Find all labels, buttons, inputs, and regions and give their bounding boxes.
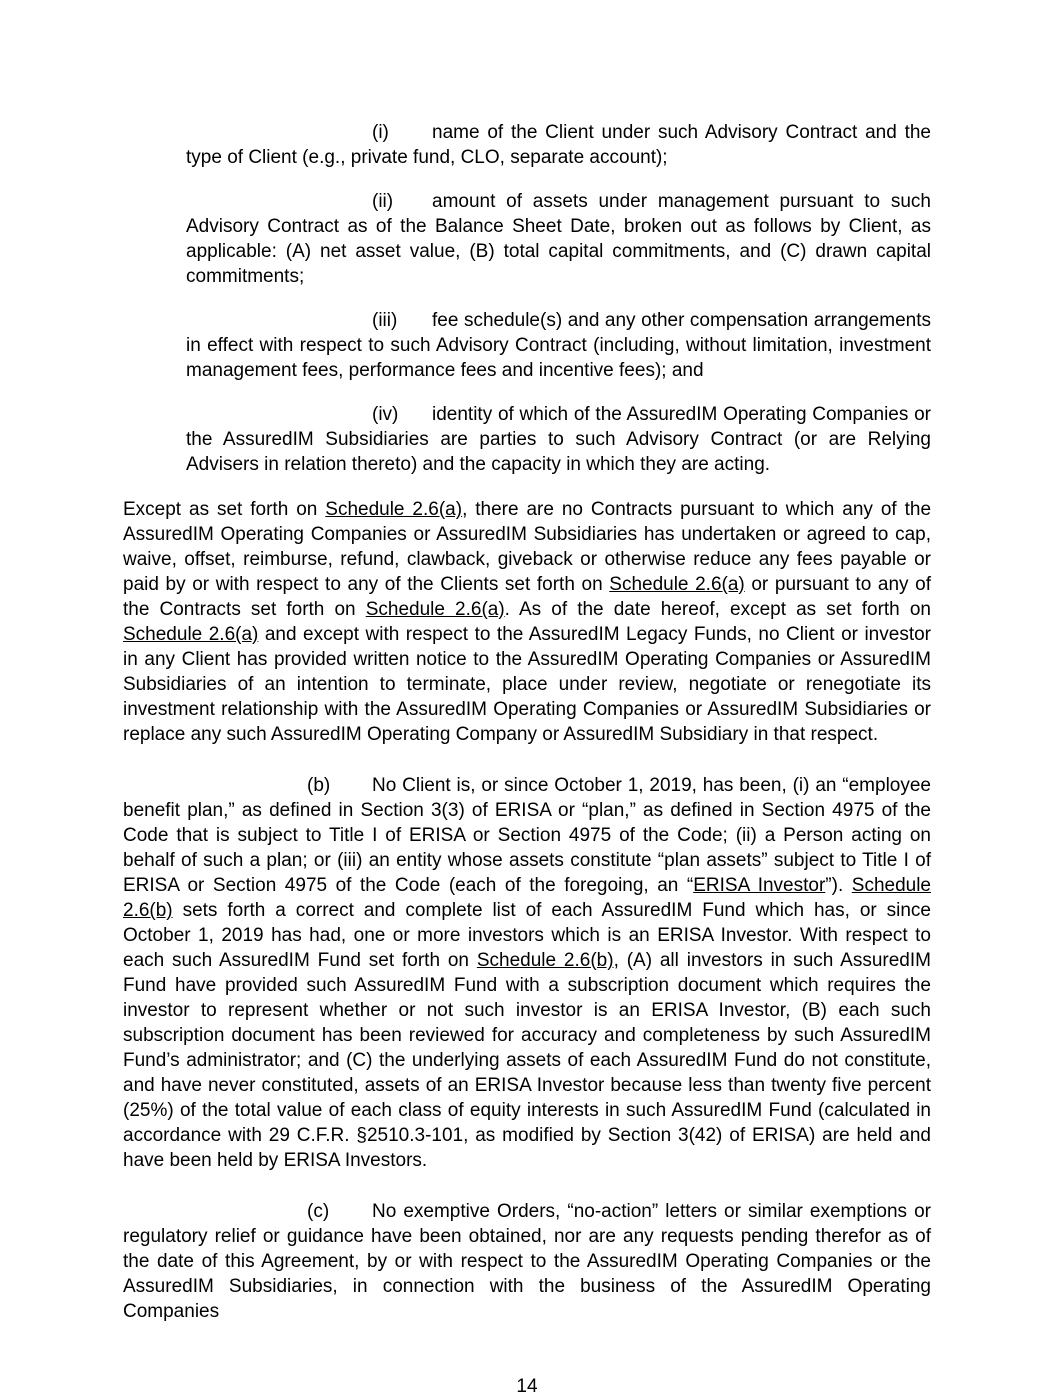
text-run: fee schedule(s) and any other compensation arrangements in effect with respect to such Advisory Contract (including, without limitation, investment management fees, performance fees and incentive fees); and	[186, 310, 931, 381]
underlined-reference: Schedule 2.6(a)	[123, 624, 259, 645]
clause-iii	[186, 308, 931, 383]
text-run: amount of assets under management pursuant to such Advisory Contract as of the Balance Sheet Date, broken out as follows by Client, as applicable: (A) net asset value, (B) total capital commitments, and (C) drawn capital commitments;	[186, 191, 931, 287]
page-number: 14	[516, 1376, 538, 1397]
text-run: No exemptive Orders, “no-action” letters or similar exemptions or regulatory relief or guidance have been obtained, nor are any requests pending therefor as of the date of this Agreement, by or with respect to the AssuredIM Operating Companies or the AssuredIM Subsidiaries, in connection with the business of the AssuredIM Operating Companies	[123, 1201, 931, 1322]
text-run: , (A) all investors in such AssuredIM Fund have provided such AssuredIM Fund with a subscription document which requires the investor to represent whether or not such investor is an ERISA Investor, (B) each such subscription document has been reviewed for accuracy and completeness by such AssuredIM Fund’s administrator; and (C) the underlying assets of each AssuredIM Fund do not constitute, and have never constituted, assets of an ERISA Investor because less than twenty five percent (25%) of the total value of each class of equity interests in such AssuredIM Fund (calculated in accordance with 29 C.F.R. §2510.3-101, as modified by Section 3(42) of ERISA) are held and have been held by ERISA Investors.	[123, 950, 931, 1171]
clause-c-label: (c)	[307, 1201, 330, 1222]
clause-ii	[186, 189, 931, 289]
underlined-reference: Schedule 2.6(a)	[609, 574, 745, 595]
clause-ii-label: (ii)	[372, 191, 394, 212]
text-run: ”).	[825, 875, 852, 896]
clause-i-label: (i)	[372, 122, 389, 143]
text-run: identity of which of the AssuredIM Operating Companies or the AssuredIM Subsidiaries are parties to such Advisory Contract (or are Relying Advisers in relation thereto) and the capacity in which they are acting.	[186, 404, 931, 475]
text-run: Except as set forth on	[123, 499, 326, 520]
text-run: and except with respect to the AssuredIM Legacy Funds, no Client or investor in any Client has provided written notice to the AssuredIM Operating Companies or AssuredIM Subsidiaries of an intention to terminate, place under review, negotiate or renegotiate its investment relationship with the AssuredIM Operating Companies or AssuredIM Subsidiaries or replace any such AssuredIM Operating Company or AssuredIM Subsidiary in that respect.	[123, 624, 931, 745]
underlined-reference: Schedule 2.6(b)	[123, 875, 931, 921]
underlined-reference: Schedule 2.6(b)	[476, 950, 614, 971]
text-run: or pursuant to any of the Contracts set forth on	[123, 574, 931, 620]
text-run: No Client is, or since October 1, 2019, has been, (i) an “employee benefit plan,” as defined in Section 3(3) of ERISA or “plan,” as defined in Section 4975 of the Code that is subject to Title I of ERISA or Section 4975 of the Code; (ii) a Person acting on behalf of such a plan; or (iii) an entity whose assets constitute “plan assets” subject to Title I of ERISA or Section 4975 of the Code (each of the foregoing, an “	[123, 775, 931, 896]
underlined-reference: Schedule 2.6(a)	[365, 599, 505, 620]
clause-iii-label: (iii)	[372, 310, 398, 331]
clause-b	[123, 773, 931, 1173]
clause-i	[186, 120, 931, 170]
text-run: , there are no Contracts pursuant to which any of the AssuredIM Operating Companies or AssuredIM Subsidiaries has undertaken or agreed to cap, waive, offset, reimburse, refund, clawback, giveback or otherwise reduce any fees payable or paid by or with respect to any of the Clients set forth on	[123, 499, 932, 595]
clause-iv	[186, 402, 931, 477]
underlined-reference: Schedule 2.6(a)	[325, 499, 463, 520]
text-run: . As of the date hereof, except as set forth on	[504, 599, 931, 620]
underlined-reference: ERISA Investor	[693, 875, 826, 896]
clause-iv-label: (iv)	[372, 404, 399, 425]
text-run: sets forth a correct and complete list of each AssuredIM Fund which has, or since October 1, 2019 has had, one or more investors which is an ERISA Investor. With respect to each such AssuredIM Fund set forth on	[123, 900, 931, 971]
text-run: name of the Client under such Advisory Contract and the type of Client (e.g., private fund, CLO, separate account);	[186, 122, 931, 168]
body-paragraph	[123, 497, 931, 747]
clause-b-label: (b)	[307, 775, 331, 796]
clause-c	[123, 1199, 931, 1324]
